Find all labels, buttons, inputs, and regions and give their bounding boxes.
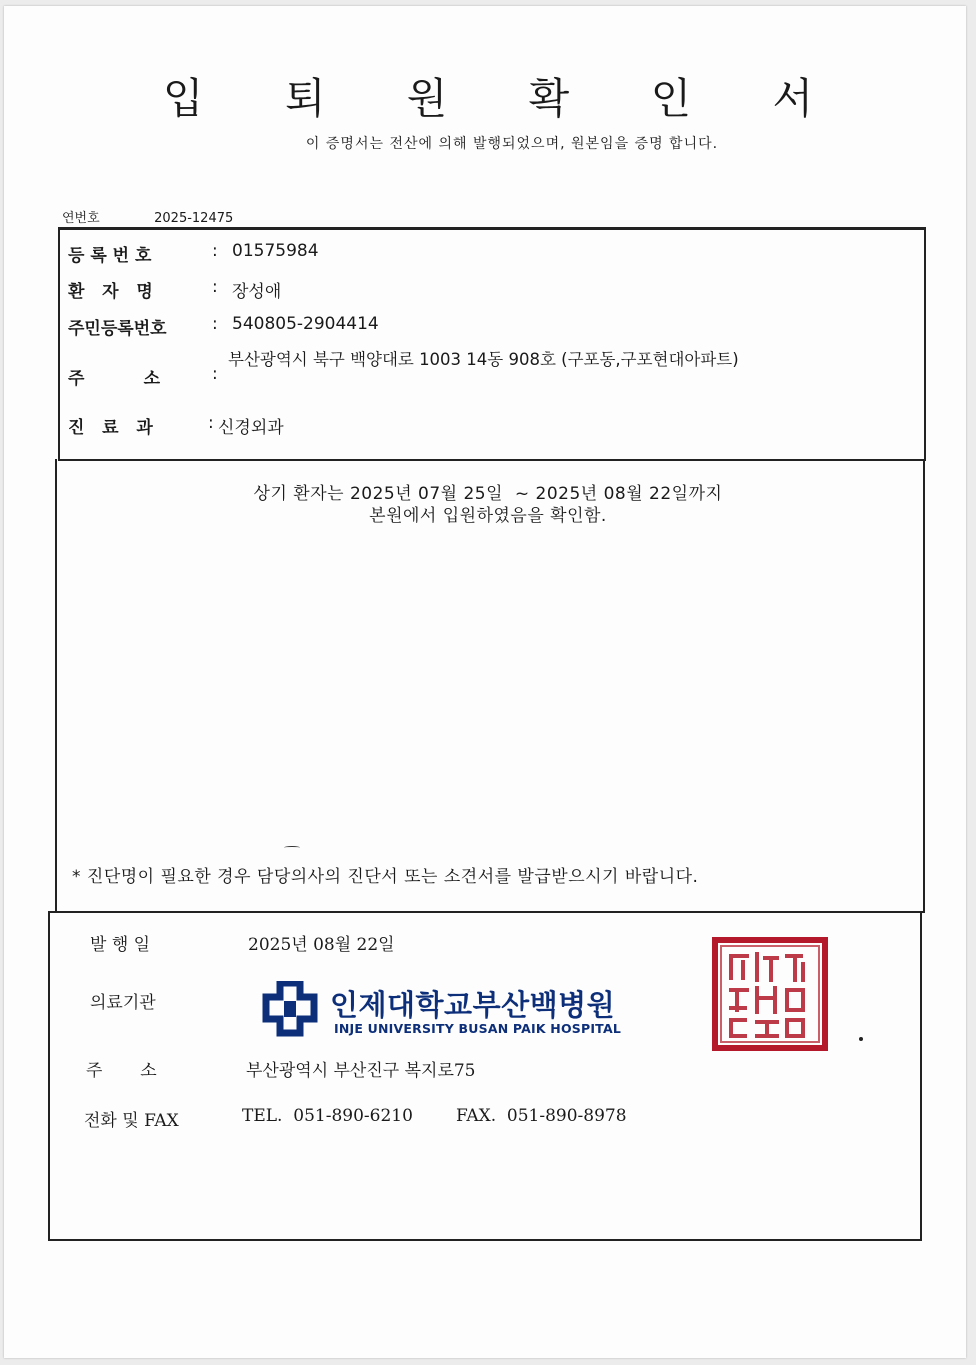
diagnosis-note: * 진단명이 필요한 경우 담당의사의 진단서 또는 소견서를 발급받으시기 바랍니다. bbox=[72, 867, 699, 887]
hospital-name-kr: 인제대학교부산백병원 bbox=[330, 988, 616, 1022]
hospital-logo bbox=[258, 981, 621, 1041]
serial-number bbox=[62, 207, 233, 226]
separator: : bbox=[212, 277, 218, 297]
reg-no-label: 등 록 번 호 bbox=[68, 246, 152, 266]
dept-value: 신경외과 bbox=[218, 418, 284, 438]
separator: : bbox=[212, 314, 218, 334]
rrn-value: 540805-2904414 bbox=[232, 314, 379, 334]
serial-label: 연번호 bbox=[62, 211, 100, 226]
statement-line-2: 본원에서 입원하였음을 확인함. bbox=[369, 506, 607, 526]
address-label: 주 소 bbox=[68, 369, 161, 389]
name-label: 환 자 명 bbox=[68, 282, 153, 302]
tel-value: TEL. 051-890-6210 bbox=[242, 1106, 413, 1126]
issue-date-label: 발 행 일 bbox=[90, 935, 151, 955]
document-title: 입 퇴 원 확 인 서 bbox=[162, 74, 848, 123]
phone-label: 전화 및 FAX bbox=[84, 1111, 179, 1131]
admission-statement bbox=[0, 483, 976, 527]
official-seal-icon bbox=[711, 936, 829, 1052]
stray-dot bbox=[859, 1037, 863, 1041]
reg-no-value: 01575984 bbox=[232, 241, 319, 261]
document-subtitle: 이 증명서는 전산에 의해 발행되었으며, 원본임을 증명 합니다. bbox=[305, 136, 719, 152]
issue-date-value: 2025년 08월 22일 bbox=[248, 935, 395, 955]
fax-value: FAX. 051-890-8978 bbox=[456, 1106, 627, 1126]
rrn-label: 주민등록번호 bbox=[68, 319, 167, 339]
separator: : bbox=[208, 413, 214, 433]
hospital-address-value: 부산광역시 부산진구 복지로75 bbox=[246, 1061, 476, 1081]
separator: : bbox=[212, 364, 218, 384]
statement-box bbox=[55, 459, 925, 913]
institution-label: 의료기관 bbox=[90, 993, 156, 1013]
hospital-address-label: 주 소 bbox=[86, 1061, 157, 1081]
hospital-cross-icon bbox=[258, 981, 322, 1039]
dept-label: 진 료 과 bbox=[68, 418, 153, 438]
patient-info-box bbox=[58, 227, 926, 461]
separator: : bbox=[212, 241, 218, 261]
name-value: 장성애 bbox=[232, 282, 282, 302]
address-value: 부산광역시 북구 백양대로 1003 14동 908호 (구포동,구포현대아파트) bbox=[228, 350, 739, 369]
statement-line-1: 상기 환자는 2025년 07월 25일 ~ 2025년 08월 22일까지 bbox=[253, 484, 723, 504]
serial-value: 2025-12475 bbox=[154, 211, 234, 226]
hospital-name-en: INJE UNIVERSITY BUSAN PAIK HOSPITAL bbox=[334, 1021, 621, 1036]
stray-mark bbox=[284, 846, 300, 849]
